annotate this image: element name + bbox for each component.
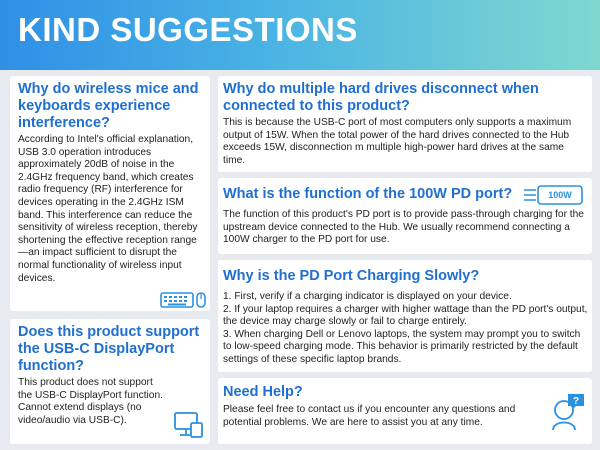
wireless-answer: According to Intel's official explanation, USB 3.0 operation introduces approximately 20dB of noise in the 2.4GHz frequency band, which creates radio frequency (RF) interference for devices operating in the 2.4GHz ISM band. This interference can reduce the sensitivity of wireless reception, thereby shortening the effective reception range—an impact sufficient to disrupt the normal functionality of wireless input devices. — [18, 134, 198, 284]
usb-charger-icon — [522, 182, 584, 208]
hard-drives-question: Why do multiple hard drives disconnect when connected to this product? — [223, 81, 539, 114]
help-question: Need Help? — [223, 384, 303, 400]
pd-port-question: What is the function of the 100W PD port? — [223, 186, 513, 202]
help-chat-icon — [548, 392, 586, 434]
keyboard-mouse-icon — [160, 291, 206, 309]
card-hard-drives — [218, 76, 592, 172]
page-title: KIND SUGGESTIONS — [18, 11, 358, 48]
usb-charger-label: 100W — [548, 190, 572, 200]
svg-text:?: ? — [572, 396, 580, 407]
monitor-tablet-icon — [172, 411, 204, 439]
displayport-answer: This product does not support the USB-C DisplayPort function. Cannot extend displays (no video/audio via USB-C). — [18, 377, 163, 426]
card-displayport — [10, 319, 210, 444]
card-charging-slowly — [218, 260, 592, 372]
displayport-question: Does this product support the USB-C DisplayPort function? — [18, 324, 200, 374]
help-answer: Please feel free to contact us if you encounter any questions and potential problems. We are here to assist you at any time. — [223, 404, 516, 428]
charging-question: Why is the PD Port Charging Slowly? — [223, 268, 480, 284]
pd-port-answer: The function of this product's PD port is to provide pass-through charging for the upstream device connected to the Hub. We usually recommend connecting a 100W charger to the PD port for use. — [223, 209, 584, 246]
page-header — [0, 0, 600, 70]
wireless-question: Why do wireless mice and keyboards experience interference? — [18, 81, 199, 131]
card-wireless-interference — [10, 76, 210, 311]
card-pd-port — [218, 178, 592, 254]
charging-answer: 1. First, verify if a charging indicator is displayed on your device. 2. If your laptop requires a charger with higher wattage than the PD port's output, the device may charge slowly or fail to charge entirely. 3. When charging Dell or Lenovo laptops, the system may prompt you to switch to low-speed charging mode. This behavior is primarily restricted by the default settings of these specific laptop brands. — [223, 291, 588, 365]
card-need-help — [218, 378, 592, 444]
hard-drives-answer: This is because the USB-C port of most computers only supports a maximum output of 15W. When the total power of the hard drives connected to the Hub exceeds 15W, disconnection m multiple high-power hard drives at the same time. — [223, 117, 572, 166]
